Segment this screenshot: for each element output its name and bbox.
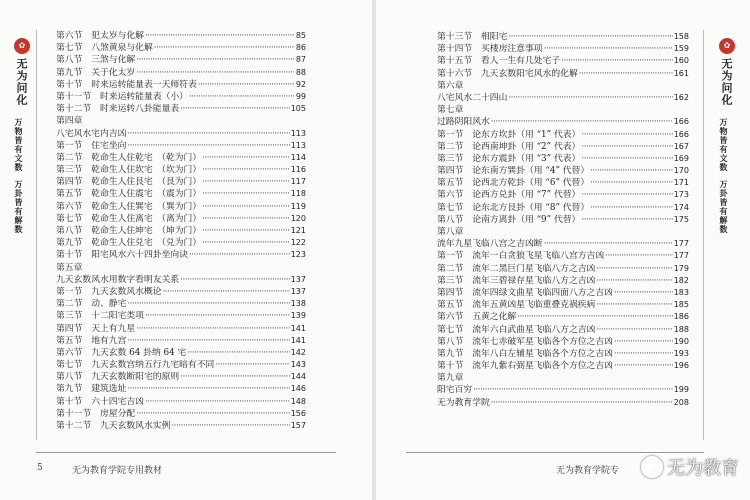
toc-entry-page: 113 — [290, 140, 306, 150]
toc-entry-label: 第十节 六十四宅吉凶 — [56, 396, 144, 407]
toc-leader-dots — [136, 54, 295, 66]
toc-entry[interactable] — [437, 165, 689, 177]
toc-entry-page: 161 — [673, 68, 689, 78]
toc-entry[interactable] — [56, 396, 306, 408]
toc-entry[interactable] — [437, 324, 689, 336]
toc-leader-dots — [202, 237, 290, 249]
toc-entry[interactable] — [56, 310, 306, 322]
toc-entry-label: 第七章 — [437, 105, 464, 116]
toc-leader-dots — [189, 91, 295, 103]
toc-entry[interactable] — [56, 274, 306, 286]
toc-leader-dots — [596, 263, 672, 275]
toc-entry[interactable] — [56, 91, 306, 103]
toc-leader-dots — [145, 310, 290, 322]
toc-entry-label: 第九节 流年八白左辅星飞临各个方位之吉凶 — [437, 348, 613, 359]
toc-leader-dots — [202, 213, 290, 225]
toc-entry-page: 139 — [290, 311, 306, 321]
toc-entry-page: 85 — [295, 31, 306, 40]
toc-entry-label: 第十一节 时来运转能量表（小） — [56, 91, 188, 102]
toc-entry[interactable] — [437, 31, 689, 43]
toc-entry[interactable] — [437, 275, 689, 287]
toc-entry[interactable] — [56, 188, 306, 200]
toc-leader-dots — [145, 30, 295, 42]
toc-entry[interactable] — [437, 153, 689, 165]
toc-entry-page: 186 — [673, 312, 689, 322]
toc-entry[interactable] — [56, 115, 306, 127]
toc-entry-label: 第八节 乾命生人住坤宅 （坤为门） — [56, 226, 202, 236]
toc-entry[interactable] — [437, 384, 689, 396]
toc-entry[interactable] — [56, 225, 306, 237]
toc-entry-page: 116 — [290, 165, 306, 175]
toc-entry-label: 第二节 乾命生人住乾宅 （乾为门） — [56, 152, 202, 163]
toc-entry-page: 170 — [673, 166, 689, 176]
toc-leader-dots — [136, 67, 295, 79]
toc-entry-page: 199 — [673, 385, 689, 395]
toc-leader-dots — [614, 348, 673, 360]
toc-entry-label: 无为教育学院 — [437, 397, 490, 408]
toc-entry-label: 第四章 — [56, 116, 83, 127]
toc-entry-label: 流年九星飞临八宫之吉凶断 — [437, 239, 543, 250]
toc-entry-label: 第七节 论东北方艮卦（用 “8” 代替） — [437, 202, 590, 213]
toc-entry[interactable] — [437, 55, 689, 67]
toc-entry-page: 142 — [290, 347, 306, 357]
toc-entry-page: 193 — [673, 348, 689, 358]
toc-entry-label: 八宅风水宅内吉凶 — [56, 128, 127, 139]
toc-entry-label: 第六节 乾命生人住巽宅 （巽为门） — [56, 201, 202, 212]
toc-entry[interactable] — [56, 30, 306, 42]
toc-leader-dots — [202, 201, 290, 213]
toc-entry-label: 第十四节 买楼房注意事项 — [437, 44, 543, 55]
toc-leader-dots — [544, 238, 673, 250]
toc-entry[interactable] — [56, 420, 306, 432]
side-subtitle-1: 万物皆有文数 — [719, 118, 729, 172]
footer-rule — [36, 452, 336, 453]
toc-entry-page: 117 — [290, 177, 306, 187]
toc-leader-dots — [202, 225, 290, 237]
toc-entry-label: 第五节 论西北方乾卦（用 “6” 代替） — [437, 178, 590, 189]
toc-entry-label: 第五节 地有九宫 — [56, 335, 127, 346]
toc-entry-label: 第三节 乾命生人住坎宅 （坎为门） — [56, 165, 202, 176]
toc-entry-label: 第五节 流年五黄凶星飞临重叠克祸疾病 — [437, 300, 596, 311]
toc-leader-dots — [145, 396, 290, 408]
toc-entry[interactable] — [56, 347, 306, 359]
toc-entry-page: 99 — [295, 91, 306, 101]
toc-entry-page: 92 — [295, 79, 306, 89]
toc-leader-dots — [581, 141, 672, 153]
toc-entry[interactable] — [56, 213, 306, 225]
toc-entry[interactable] — [56, 152, 306, 164]
toc-entry-label: 第四节 流年四绿文曲星飞临四面八方之吉凶 — [437, 287, 613, 298]
toc-entry[interactable] — [437, 116, 689, 128]
side-subtitle-2: 万卦皆有解数 — [14, 180, 24, 234]
toc-entry-label: 第三节 流年三碧禄存星飞临八方之吉凶 — [437, 275, 596, 286]
toc-entry-page: 143 — [290, 360, 306, 370]
toc-entry[interactable] — [56, 54, 306, 66]
right-page — [376, 0, 750, 500]
toc-leader-dots — [581, 129, 672, 141]
toc-entry-page: 167 — [673, 141, 689, 151]
toc-entry-label: 第七节 乾命生人住离宅 （离为门） — [56, 213, 202, 224]
toc-entry-label: 第八节 论南方离卦（用 “9” 代替） — [437, 214, 581, 225]
side-brand: 无为问化 — [720, 58, 733, 106]
toc-entry-page: 158 — [673, 32, 689, 41]
toc-entry-label: 第十一节 房屋分配 — [56, 408, 136, 419]
toc-entry[interactable] — [437, 263, 689, 275]
toc-entry-label: 第十六节 九天玄数阳宅风水的化解 — [437, 68, 578, 79]
toc-entry[interactable] — [437, 202, 689, 214]
toc-entry-page: 141 — [290, 335, 306, 345]
toc-leader-dots — [581, 153, 672, 165]
toc-leader-dots — [127, 383, 289, 395]
toc-leader-dots — [180, 274, 290, 286]
toc-leader-dots — [202, 176, 290, 188]
toc-entry-page: 175 — [673, 214, 689, 224]
toc-entry-label: 第六章 — [437, 80, 464, 91]
brand-logo-icon: ✿ — [14, 38, 30, 54]
toc-entry[interactable] — [437, 287, 689, 299]
toc-entry[interactable] — [437, 129, 689, 141]
toc-entry-page: 182 — [673, 275, 689, 285]
toc-entry-page: 185 — [673, 300, 689, 310]
toc-entry-page: 177 — [673, 239, 689, 249]
toc-entry-page: 113 — [290, 128, 306, 138]
toc-entry[interactable] — [56, 323, 306, 335]
toc-entry-label: 第八节 三煞与化解 — [56, 55, 136, 66]
toc-entry[interactable] — [56, 249, 306, 261]
toc-entry-label: 第一节 流年一白贪狼飞星飞临八宫方吉凶 — [437, 251, 605, 262]
side-divider — [703, 30, 704, 440]
toc-leader-dots — [154, 42, 295, 54]
toc-leader-dots — [581, 189, 672, 201]
toc-entry[interactable] — [437, 80, 689, 92]
toc-entry[interactable] — [56, 176, 306, 188]
toc-entry-label: 第六节 犯太岁与化解 — [56, 31, 144, 41]
toc-entry[interactable] — [56, 408, 306, 420]
toc-entry-page: 118 — [290, 189, 306, 199]
toc-entry-page: 183 — [673, 287, 689, 297]
toc-entry-page: 123 — [290, 250, 306, 260]
left-page — [0, 0, 372, 500]
toc-entry[interactable] — [437, 336, 689, 348]
toc-entry-page: 87 — [295, 55, 306, 65]
toc-entry-page: 166 — [673, 117, 689, 127]
toc-leader-dots — [517, 311, 673, 323]
toc-entry-label: 第五章 — [56, 262, 83, 273]
toc-leader-dots — [590, 177, 673, 189]
side-subtitle-2: 万卦皆有解数 — [719, 180, 729, 234]
toc-entry[interactable] — [437, 397, 689, 409]
toc-entry-page: 138 — [290, 299, 306, 309]
toc-entry-page: 159 — [673, 44, 689, 54]
toc-entry-page: 156 — [290, 408, 306, 418]
toc-leader-dots — [473, 384, 673, 396]
toc-entry[interactable] — [437, 250, 689, 262]
toc-leader-dots — [581, 214, 672, 226]
toc-leader-dots — [614, 336, 673, 348]
page-number: 5 — [37, 463, 43, 473]
toc-leader-dots — [561, 55, 673, 67]
side-subtitle-1: 万物皆有文数 — [14, 118, 24, 172]
toc-entry-page: 137 — [290, 274, 306, 284]
toc-entry-label: 第八节 九天玄数断阳宅的原则 — [56, 372, 180, 383]
toc-entry-label: 九天玄数风水用数字看明友关系 — [56, 274, 180, 285]
footer-text: 无为教育学院专用教材 — [72, 466, 163, 476]
toc-leader-dots — [136, 408, 290, 420]
toc-entry-label: 第四节 乾命生人住艮宅 （艮为门） — [56, 177, 202, 188]
toc-entry-page: 120 — [290, 213, 306, 223]
footer-text: 无为教育学院专 — [556, 466, 620, 476]
toc-entry-label: 第八章 — [437, 227, 464, 237]
toc-entry-page: 173 — [673, 190, 689, 200]
toc-entry-label: 第十五节 看人一生有几处宅子 — [437, 56, 561, 67]
toc-entry-label: 八宅风水二十四山 — [437, 92, 508, 103]
toc-list-left — [56, 30, 306, 432]
toc-entry-page: 208 — [673, 397, 689, 407]
toc-entry-page: 114 — [290, 152, 306, 162]
toc-leader-dots — [127, 140, 289, 152]
toc-entry[interactable] — [437, 299, 689, 311]
toc-entry[interactable] — [437, 226, 689, 238]
toc-leader-dots — [544, 43, 673, 55]
toc-entry-label: 第七节 九天玄数宫纳五行九宅暗有不同 — [56, 360, 215, 371]
toc-leader-dots — [163, 286, 290, 298]
toc-entry[interactable] — [56, 140, 306, 152]
toc-leader-dots — [508, 31, 672, 43]
toc-entry[interactable] — [437, 360, 689, 372]
toc-entry[interactable] — [56, 79, 306, 91]
toc-entry-page: 105 — [290, 104, 306, 114]
toc-leader-dots — [614, 360, 673, 372]
toc-leader-dots — [127, 128, 289, 140]
toc-entry-label: 第七节 八煞黄泉与化解 — [56, 43, 153, 54]
toc-leader-dots — [189, 249, 290, 261]
toc-entry-page: 190 — [673, 336, 689, 346]
toc-leader-dots — [202, 188, 290, 200]
toc-entry[interactable] — [56, 201, 306, 213]
toc-entry-page: 148 — [290, 396, 306, 406]
toc-entry[interactable] — [56, 383, 306, 395]
toc-entry-label: 第七节 流年六白武曲星飞临八方之吉凶 — [437, 324, 596, 335]
toc-entry[interactable] — [437, 68, 689, 80]
toc-leader-dots — [596, 275, 672, 287]
toc-entry[interactable] — [56, 128, 306, 140]
toc-entry-page: 179 — [673, 263, 689, 273]
toc-leader-dots — [202, 152, 290, 164]
toc-entry-page: 86 — [295, 43, 306, 53]
side-brand: 无为问化 — [15, 58, 28, 106]
toc-entry-label: 第三节 十二阳宅类项 — [56, 311, 144, 322]
toc-entry[interactable] — [56, 164, 306, 176]
toc-entry[interactable] — [56, 262, 306, 274]
toc-entry-label: 第三节 论东方震卦（用 “3” 代表） — [437, 153, 581, 164]
toc-entry-label: 第六节 论西方兑卦（用 “7” 代替） — [437, 190, 581, 201]
toc-entry-page: 177 — [673, 251, 689, 261]
toc-entry-page: 121 — [290, 226, 306, 235]
toc-entry-label: 第一节 论东方坎卦（用 “1” 代表） — [437, 129, 581, 140]
toc-entry-label: 第八节 流年七赤破军星飞临各个方位之吉凶 — [437, 336, 613, 347]
toc-leader-dots — [590, 202, 673, 214]
toc-entry[interactable] — [56, 359, 306, 371]
toc-entry-label: 过路阴阳风水 — [437, 117, 490, 128]
toc-entry[interactable] — [56, 298, 306, 310]
toc-leader-dots — [180, 103, 290, 115]
toc-leader-dots — [171, 420, 289, 432]
toc-entry[interactable] — [56, 67, 306, 79]
toc-entry-label: 第十二节 时来运转八卦能量表 — [56, 104, 180, 115]
toc-entry[interactable] — [437, 214, 689, 226]
watermark — [641, 454, 745, 480]
toc-leader-dots — [198, 79, 295, 91]
toc-entry-label: 第四节 天上有九星 — [56, 323, 136, 334]
toc-leader-dots — [590, 165, 673, 177]
toc-leader-dots — [215, 359, 289, 371]
toc-entry-label: 第二节 论西南坤卦（用 “2” 代表） — [437, 141, 581, 152]
toc-entry-label: 第二节 流年二黑巨门星飞临八方之吉凶 — [437, 263, 596, 274]
toc-entry-page: 160 — [673, 56, 689, 66]
toc-leader-dots — [187, 347, 289, 359]
toc-entry-page: 166 — [673, 129, 689, 139]
toc-entry-label: 第九节 建筑选址 — [56, 384, 127, 395]
toc-entry-label: 阳宅百穷 — [437, 385, 473, 396]
toc-entry[interactable] — [437, 92, 689, 104]
toc-leader-dots — [605, 250, 673, 262]
toc-leader-dots — [614, 287, 673, 299]
watermark-text: 无为教育 — [667, 458, 739, 479]
toc-entry-label: 第十节 阳宅风水六十四卦坐向诀 — [56, 250, 188, 261]
toc-entry[interactable] — [437, 348, 689, 360]
toc-leader-dots — [202, 164, 290, 176]
toc-entry-label: 第九节 关于化太岁 — [56, 67, 136, 78]
toc-entry-label: 第一节 住宅坐向 — [56, 140, 127, 151]
toc-entry-page: 169 — [673, 153, 689, 163]
toc-leader-dots — [596, 324, 672, 336]
toc-entry-page: 144 — [290, 372, 306, 382]
toc-leader-dots — [596, 299, 672, 311]
toc-entry[interactable] — [437, 104, 689, 116]
watermark-logo-icon — [641, 456, 663, 478]
toc-entry-label: 第九章 — [437, 373, 464, 384]
side-divider — [36, 30, 37, 440]
toc-entry[interactable] — [56, 371, 306, 383]
toc-entry-label: 第五节 乾命生人住震宅 （震为门） — [56, 189, 202, 200]
toc-entry-page: 141 — [290, 323, 306, 333]
toc-leader-dots — [180, 371, 290, 383]
toc-leader-dots — [127, 335, 289, 347]
toc-entry-page: 196 — [673, 361, 689, 371]
toc-entry[interactable] — [437, 238, 689, 250]
toc-leader-dots — [136, 323, 290, 335]
toc-entry-page: 122 — [290, 238, 306, 248]
toc-entry-label: 第十节 时来运转能量表一天师符表 — [56, 79, 197, 90]
toc-entry-page: 171 — [673, 178, 689, 188]
footer-rule — [406, 452, 704, 453]
toc-entry-page: 188 — [673, 324, 689, 334]
toc-entry[interactable] — [56, 335, 306, 347]
toc-entry[interactable] — [437, 177, 689, 189]
toc-leader-dots — [491, 116, 673, 128]
toc-leader-dots — [491, 397, 673, 409]
toc-entry-page: 162 — [673, 92, 689, 102]
toc-entry-label: 第九节 乾命生人住兑宅 （兑为门） — [56, 238, 202, 249]
toc-entry[interactable] — [437, 141, 689, 153]
toc-entry[interactable] — [437, 189, 689, 201]
toc-entry-page: 146 — [290, 384, 306, 394]
brand-logo-icon: ✿ — [719, 38, 735, 54]
toc-entry-label: 第四节 论东南方巽卦（用 “4” 代替） — [437, 166, 590, 177]
toc-entry[interactable] — [56, 42, 306, 54]
toc-entry[interactable] — [56, 286, 306, 298]
toc-entry[interactable] — [437, 372, 689, 384]
toc-entry[interactable] — [437, 311, 689, 323]
toc-entry-page: 119 — [290, 201, 306, 211]
toc-entry[interactable] — [437, 43, 689, 55]
toc-entry-label: 第十二节 九天玄数风水实例 — [56, 421, 171, 431]
toc-entry-page: 157 — [290, 421, 306, 430]
toc-entry-label: 第十三节 相阳宅 — [437, 32, 508, 42]
toc-entry-label: 第六节 九天玄数 64 卦纳 64 宅 — [56, 347, 187, 358]
toc-leader-dots — [508, 92, 672, 104]
toc-entry-label: 第六节 五黄之化解 — [437, 312, 517, 323]
toc-entry-label: 第十节 流年九紫右弼星飞临各个方位之吉凶 — [437, 361, 613, 372]
toc-entry-page: 88 — [295, 67, 306, 77]
toc-entry-page: 174 — [673, 202, 689, 212]
toc-leader-dots — [127, 298, 289, 310]
toc-entry[interactable] — [56, 103, 306, 115]
toc-leader-dots — [579, 68, 673, 80]
toc-entry-page: 137 — [290, 286, 306, 296]
toc-list-right — [437, 31, 689, 409]
toc-entry-label: 第一节 九天玄数风水概论 — [56, 286, 162, 297]
toc-entry[interactable] — [56, 237, 306, 249]
toc-entry-label: 第二节 动、静宅 — [56, 299, 127, 310]
